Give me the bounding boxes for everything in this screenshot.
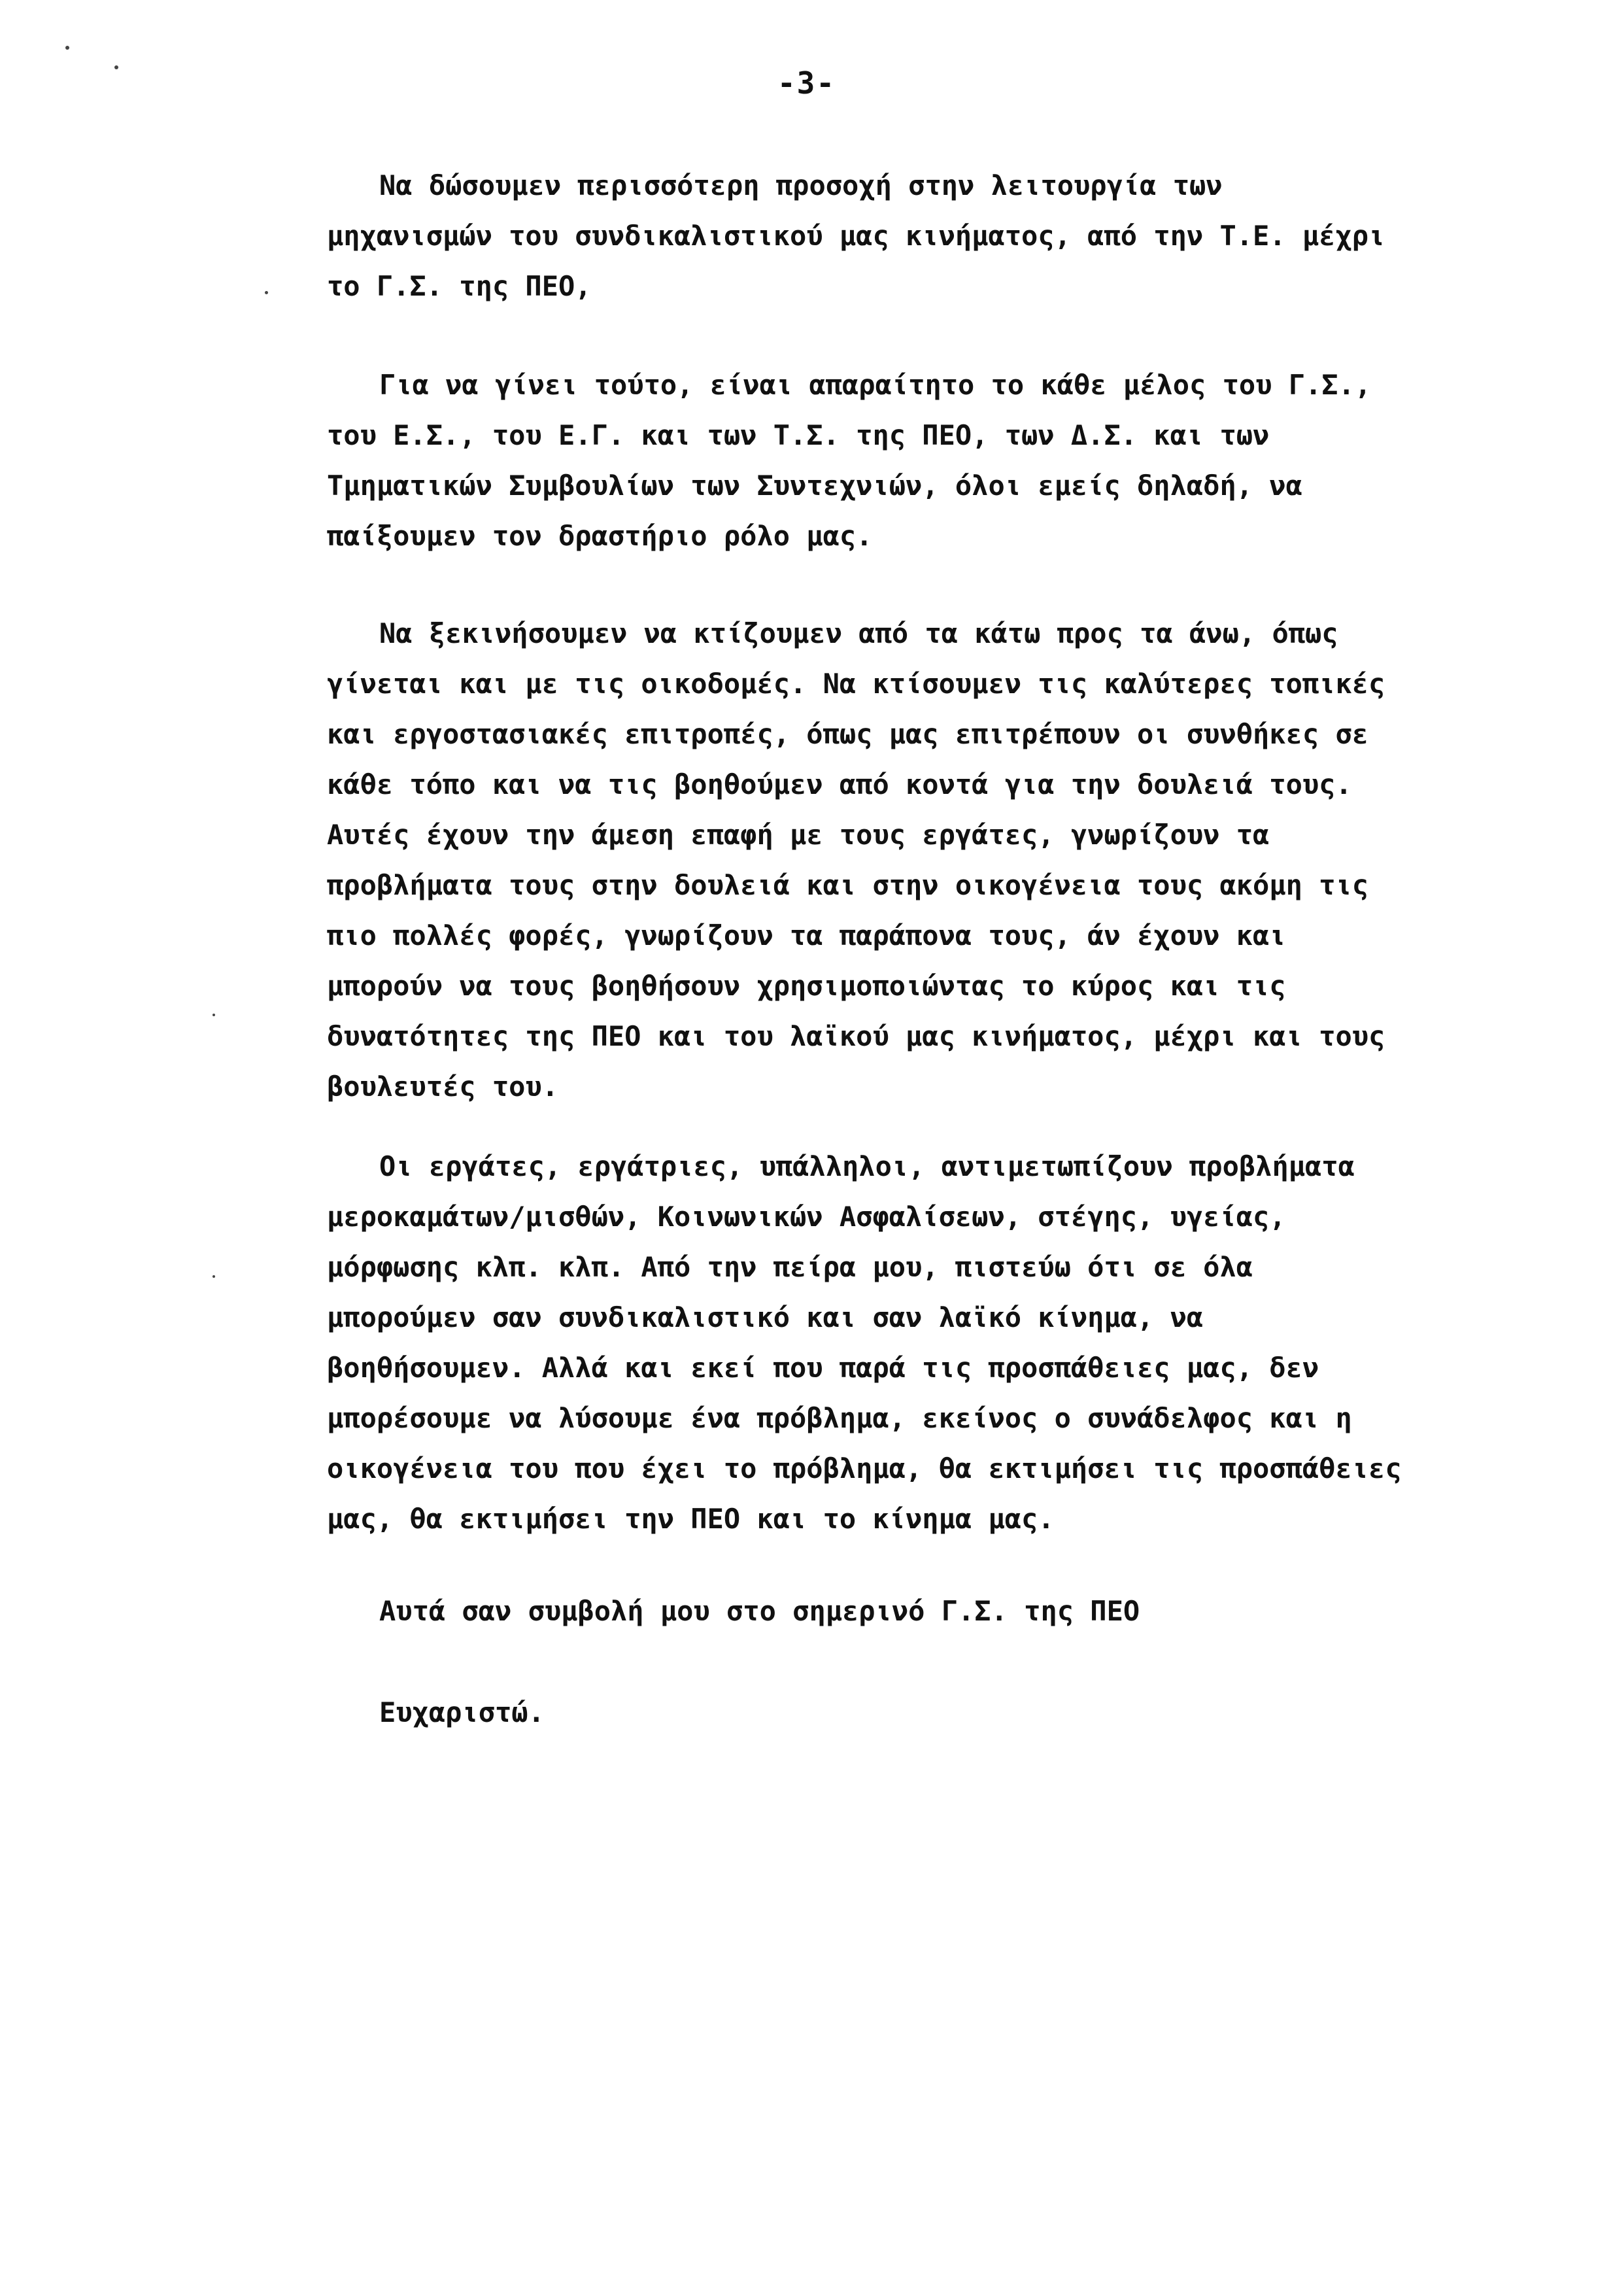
scan-speck: [65, 46, 69, 50]
page-number: -3-: [777, 65, 836, 101]
scan-speck: [212, 1014, 215, 1016]
paragraph-line: το Γ.Σ. της ΠΕΟ,: [327, 270, 592, 302]
paragraph-line: μεροκαμάτων/μισθών, Κοινωνικών Ασφαλίσεων, στέγης, υγείας,: [327, 1201, 1286, 1233]
paragraph-line: του Ε.Σ., του Ε.Γ. και των Τ.Σ. της ΠΕΟ, των Δ.Σ. και των: [327, 419, 1270, 451]
paragraph-line: βοηθήσουμεν. Αλλά και εκεί που παρά τις προσπάθειες μας, δεν: [327, 1352, 1319, 1384]
paragraph-line: Τμηματικών Συμβουλίων των Συντεχνιών, όλοι εμείς δηλαδή, να: [327, 470, 1302, 502]
paragraph-line: δυνατότητες της ΠΕΟ και του λαϊκού μας κινήματος, μέχρι και τους: [327, 1020, 1385, 1052]
paragraph-line: Αυτά σαν συμβολή μου στο σημερινό Γ.Σ. της ΠΕΟ: [379, 1595, 1140, 1627]
paragraph-1: [327, 160, 1425, 311]
paragraph-line: Να δώσουμεν περισσότερη προσοχή στην λειτουργία των: [379, 169, 1223, 201]
paragraph-2: [327, 360, 1425, 561]
paragraph-line: οικογένεια του που έχει το πρόβλημα, θα εκτιμήσει τις προσπάθειες: [327, 1452, 1402, 1484]
paragraph-line: προβλήματα τους στην δουλειά και στην οικογένεια τους ακόμη τις: [327, 869, 1369, 901]
thanks-line: [327, 1687, 1425, 1738]
paragraph-line: βουλευτές του.: [327, 1071, 559, 1103]
paragraph-line: μπορούμεν σαν συνδικαλιστικό και σαν λαϊκό κίνημα, να: [327, 1301, 1204, 1333]
paragraph-line: πιο πολλές φορές, γνωρίζουν τα παράπονα τους, άν έχουν και: [327, 919, 1286, 951]
paragraph-line: και εργοστασιακές επιτροπές, όπως μας επιτρέπουν οι συνθήκες σε: [327, 718, 1369, 750]
paragraph-line: Για να γίνει τούτο, είναι απαραίτητο το κάθε μέλος του Γ.Σ.,: [379, 369, 1372, 401]
scan-speck: [212, 1275, 215, 1278]
paragraph-line: μόρφωσης κλπ. κλπ. Από την πείρα μου, πιστεύω ότι σε όλα: [327, 1251, 1253, 1283]
paragraph-line: παίξουμεν τον δραστήριο ρόλο μας.: [327, 520, 873, 552]
paragraph-line: μπορέσουμε να λύσουμε ένα πρόβλημα, εκείνος ο συνάδελφος και η: [327, 1402, 1352, 1434]
scan-speck: [114, 65, 118, 69]
paragraph-line: Να ξεκινήσουμεν να κτίζουμεν από τα κάτω προς τα άνω, όπως: [379, 617, 1338, 649]
paragraph-line: κάθε τόπο και να τις βοηθούμεν από κοντά για την δουλειά τους.: [327, 768, 1352, 800]
paragraph-line: μπορούν να τους βοηθήσουν χρησιμοποιώντας το κύρος και τις: [327, 970, 1286, 1002]
paragraph-line: Ευχαριστώ.: [379, 1696, 545, 1728]
paragraph-line: μας, θα εκτιμήσει την ΠΕΟ και το κίνημα μας.: [327, 1503, 1055, 1535]
paragraph-4: [327, 1141, 1425, 1544]
paragraph-line: Οι εργάτες, εργάτριες, υπάλληλοι, αντιμετωπίζουν προβλήματα: [379, 1150, 1355, 1182]
scan-speck: [265, 291, 268, 294]
paragraph-3: [327, 608, 1425, 1112]
closing-line: [327, 1586, 1425, 1636]
paragraph-line: γίνεται και με τις οικοδομές. Να κτίσουμεν τις καλύτερες τοπικές: [327, 668, 1385, 700]
paragraph-line: μηχανισμών του συνδικαλιστικού μας κινήματος, από την Τ.Ε. μέχρι: [327, 220, 1385, 252]
paragraph-line: Αυτές έχουν την άμεση επαφή με τους εργάτες, γνωρίζουν τα: [327, 819, 1270, 851]
